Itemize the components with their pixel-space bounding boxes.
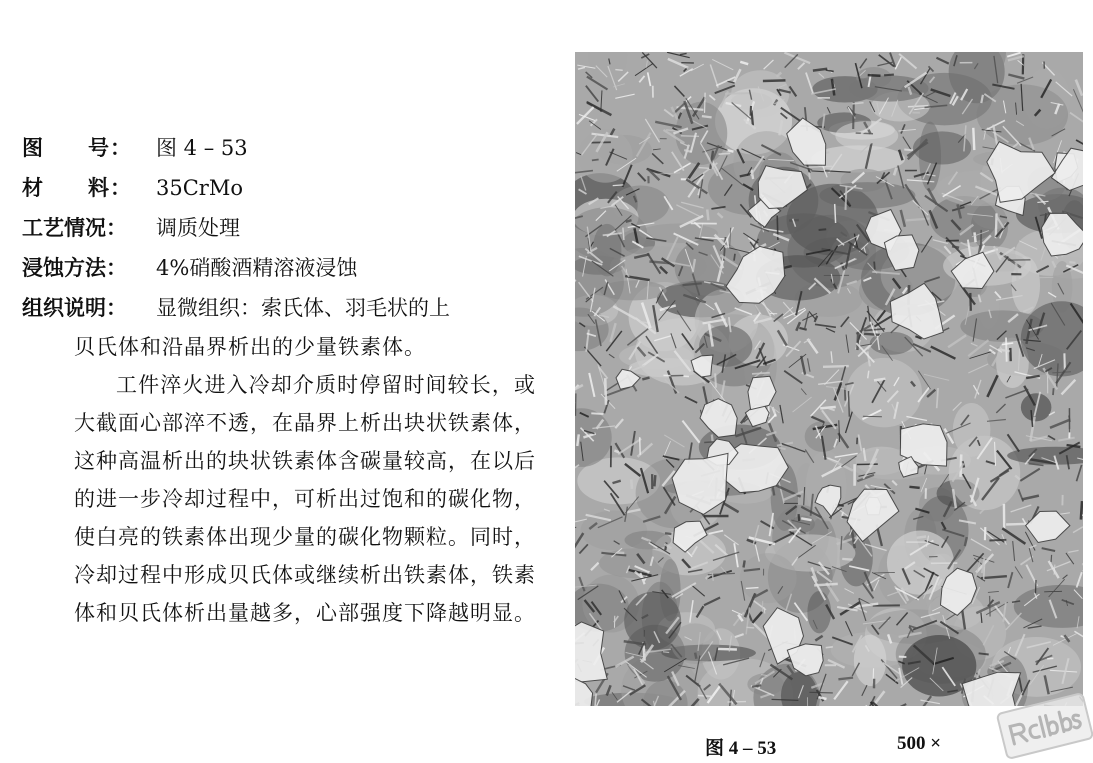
- material-value: 35CrMo: [156, 176, 243, 200]
- etching-row: [22, 248, 552, 288]
- etching-label: 浸蚀方法：: [22, 256, 127, 280]
- microstructure-line1: 显微组织：索氏体、羽毛状的上: [156, 296, 450, 320]
- figure-no-value: 图 4 – 53: [156, 136, 248, 160]
- microstructure-paragraph: 工件淬火进入冷却介质时停留时间较长，或大截面心部淬不透，在晶界上析出块状铁素体，这种高温析出的块状铁素体含碳量较高，在以后的进一步冷却过程中，可析出过饱和的碳化物，使白亮的铁素体出现少量的碳化物颗粒。同时，冷却过程中形成贝氏体或继续析出铁素体，铁素体和贝氏体析出量越多，心部强度下降越明显。: [74, 373, 536, 625]
- etching-value: 4%硝酸酒精溶液浸蚀: [156, 256, 358, 280]
- figure-magnification: 500 ×: [897, 733, 942, 754]
- material-row: [22, 168, 552, 208]
- microstructure-row: [22, 288, 552, 328]
- process-value: 调质处理: [156, 216, 240, 240]
- microstructure-label: 组织说明：: [22, 296, 127, 320]
- process-label: 工艺情况：: [22, 216, 127, 240]
- figure-no-label: 图 号：: [22, 136, 132, 160]
- process-row: [22, 208, 552, 248]
- microstructure-line2: 贝氏体和沿晶界析出的少量铁素体。: [74, 335, 426, 359]
- microstructure-description: [22, 288, 552, 632]
- material-label: 材 料：: [22, 176, 132, 200]
- micrograph-image: [575, 52, 1083, 706]
- specimen-info: [22, 128, 552, 632]
- figure-no-row: [22, 128, 552, 168]
- watermark-logo-graphic: [1005, 703, 1086, 749]
- figure-caption-number: 图 4 – 53: [705, 738, 777, 759]
- micrograph-texture: [575, 52, 1083, 706]
